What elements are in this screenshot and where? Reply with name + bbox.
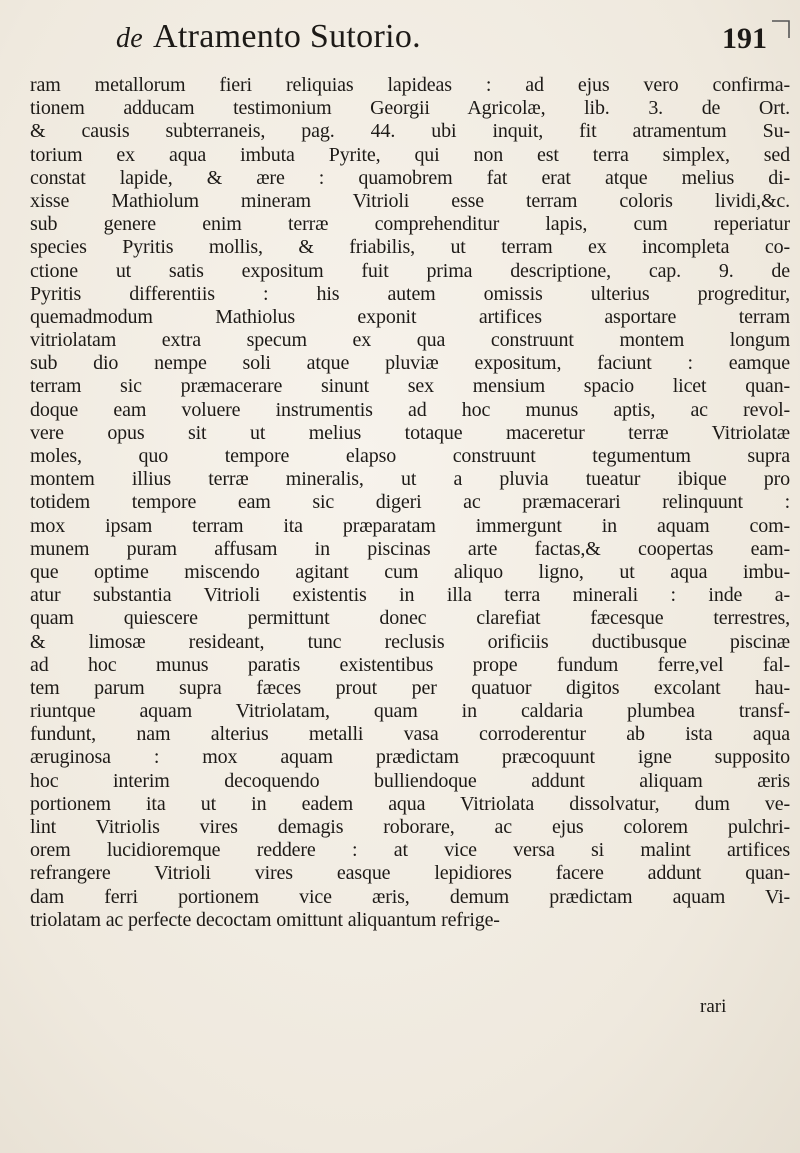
text-line: portionem ita ut in eadem aqua Vitriolata dissolvatur, dum ve-	[30, 792, 790, 815]
running-head-prefix: de	[116, 23, 144, 54]
text-line: tem parum supra fæces prout per quatuor digitos excolant hau-	[30, 676, 790, 699]
text-line: æruginosa : mox aquam prædictam præcoquunt igne supposito	[30, 746, 790, 769]
text-line: quemadmodum Mathiolus exponit artifices asportare terram	[30, 305, 790, 328]
text-line: mox ipsam terram ita præparatam immergunt in aquam com-	[30, 514, 790, 537]
text-line: ram metallorum fieri reliquias lapideas : ad ejus vero confirma-	[30, 74, 790, 96]
text-line: moles, quo tempore elapso construunt tegumentum supra	[30, 445, 790, 467]
text-line: sub genere enim terræ comprehenditur lapis, cum reperiatur	[30, 213, 790, 236]
text-line: Pyritis differentiis : his autem omissis ulterius progreditur,	[30, 282, 790, 305]
text-line: que optime miscendo agitant cum aliquo ligno, ut aqua imbu-	[30, 560, 790, 583]
text-line: vitriolatam extra specum ex qua construunt montem longum	[30, 329, 790, 352]
text-line: doque eam voluere instrumentis ad hoc munus aptis, ac revol-	[30, 398, 790, 421]
text-line: ctione ut satis expositum fuit prima descriptione, cap. 9. de	[30, 259, 790, 282]
text-line: montem illius terræ mineralis, ut a pluvia tueatur ibique pro	[30, 468, 790, 491]
text-line: ad hoc munus paratis existentibus prope fundum ferre,vel fal-	[30, 653, 790, 676]
text-line: totidem tempore eam sic digeri ac præmacerari relinquunt :	[30, 491, 790, 514]
text-line: & causis subterraneis, pag. 44. ubi inquit, fit atramentum Su-	[30, 120, 790, 143]
corner-bracket-icon	[770, 18, 792, 40]
running-head-title: Atramento Sutorio.	[153, 18, 421, 55]
text-line: constat lapide, & ære : quamobrem fat erat atque melius di-	[30, 166, 790, 189]
text-line: species Pyritis mollis, & friabilis, ut terram ex incompleta co-	[30, 236, 790, 259]
page-header	[0, 18, 800, 66]
text-line: hoc interim decoquendo bulliendoque addunt aliquam æris	[30, 769, 790, 792]
text-line: quam quiescere permittunt donec clarefiat fæcesque terrestres,	[30, 607, 790, 630]
text-line: torium ex aqua imbuta Pyrite, qui non est terra simplex, sed	[30, 143, 790, 166]
text-line: fundunt, nam alterius metalli vasa corroderentur ab ista aqua	[30, 723, 790, 746]
text-line: riuntque aquam Vitriolatam, quam in caldaria plumbea transf-	[30, 700, 790, 723]
text-line: refrangere Vitrioli vires easque lepidiores facere addunt quan-	[30, 862, 790, 885]
text-line: xisse Mathiolum mineram Vitrioli esse terram coloris lividi,&c.	[30, 189, 790, 212]
body-text	[30, 74, 790, 932]
text-line: orem lucidioremque reddere : at vice versa si malint artifices	[30, 839, 790, 862]
text-line: vere opus sit ut melius totaque maceretur terræ Vitriolatæ	[30, 421, 790, 444]
text-line: dam ferri portionem vice æris, demum prædictam aquam Vi-	[30, 885, 790, 908]
text-line: lint Vitriolis vires demagis roborare, ac ejus colorem pulchri-	[30, 816, 790, 838]
text-line: tionem adducam testimonium Georgii Agricolæ, lib. 3. de Ort.	[30, 97, 790, 120]
catchword: rari	[700, 996, 727, 1017]
text-line: terram sic præmacerare sinunt sex mensium spacio licet quan-	[30, 375, 790, 398]
text-line: munem puram affusam in piscinas arte factas,& coopertas eam-	[30, 537, 790, 560]
running-head	[116, 18, 421, 56]
text-line: atur substantia Vitrioli existentis in illa terra minerali : inde a-	[30, 584, 790, 607]
text-line: triolatam ac perfecte decoctam omittunt aliquantum refrige-	[30, 908, 500, 931]
page-number: 191	[722, 22, 767, 55]
text-line: sub dio nempe soli atque pluviæ expositum, faciunt : eamque	[30, 352, 790, 375]
text-line: & limosæ resideant, tunc reclusis orificiis ductibusque piscinæ	[30, 630, 790, 653]
